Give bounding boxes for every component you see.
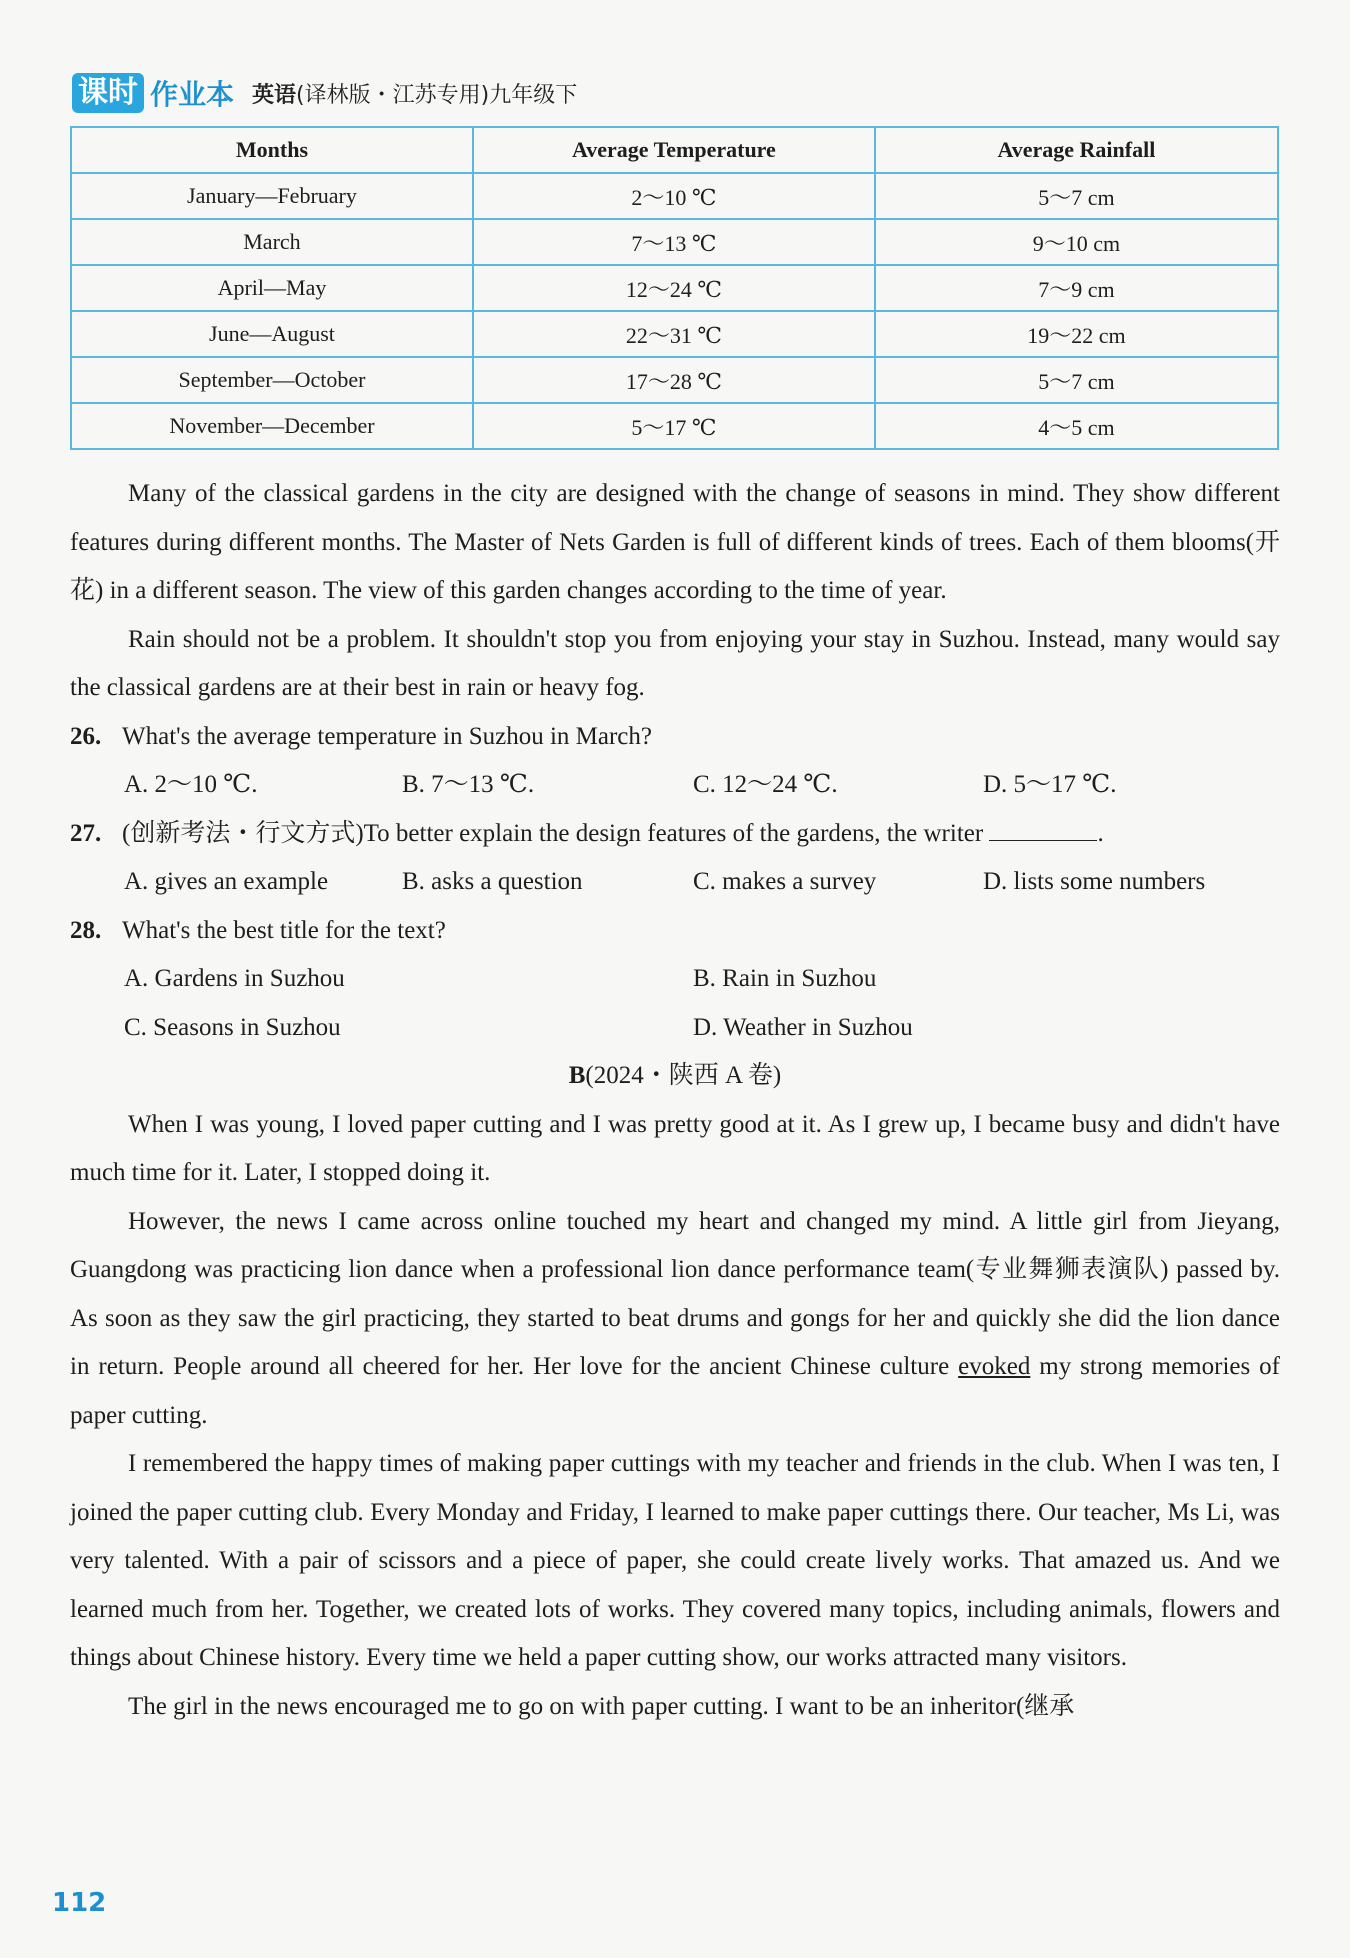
table-cell: January—February xyxy=(71,173,473,219)
option-c[interactable]: C. 12～24 ℃. xyxy=(693,771,838,798)
section-source: (2024・陕西 A 卷) xyxy=(585,1062,782,1089)
table-cell: 7～9 cm xyxy=(875,265,1278,311)
passage-b-paragraph-3: I remembered the happy times of making paper cuttings with my teacher and friends in the club. When I was ten, I joined the paper cutting club. Every Monday and Friday, I learned to make paper cuttings there. Our teacher, Ms Li, was very talented. With a pair of scissors and a piece of paper, she could create lively works. That amazed us. And we learned much from her. Together, we created lots of works. They covered many topics, including animals, flowers and things about Chinese history. Every time we held a paper cutting show, our works attracted many visitors. xyxy=(70,1450,1280,1671)
option-b[interactable]: B. 7～13 ℃. xyxy=(402,771,535,798)
logo-box: 课时 xyxy=(72,73,144,113)
table-cell: 5～7 cm xyxy=(875,173,1278,219)
page-number: 112 xyxy=(52,1888,107,1918)
section-letter: B xyxy=(568,1062,586,1089)
table-cell: 7～13 ℃ xyxy=(473,219,875,265)
option-d[interactable]: D. lists some numbers xyxy=(983,868,1206,895)
passage-b-paragraph-4: The girl in the news encouraged me to go on with paper cutting. I want to be an inheritor(继承 xyxy=(128,1692,1075,1720)
option-a[interactable]: A. gives an example xyxy=(124,868,329,895)
book-info xyxy=(252,78,577,109)
table-cell: September—October xyxy=(71,357,473,403)
reading-content xyxy=(70,470,1280,1731)
question-number: 26. xyxy=(70,722,102,750)
table-cell: 17～28 ℃ xyxy=(473,357,875,403)
table-cell: June—August xyxy=(71,311,473,357)
table-cell: 5～17 ℃ xyxy=(473,403,875,449)
question-27-options xyxy=(70,858,1280,907)
logo-text: 作业本 xyxy=(150,78,235,111)
column-header: Months xyxy=(71,127,473,173)
column-header: Average Temperature xyxy=(473,127,875,173)
table-cell: 19～22 cm xyxy=(875,311,1278,357)
table-row xyxy=(71,265,1278,311)
section-b-title xyxy=(70,1052,1280,1101)
edition: (译林版・江苏专用)九年级下 xyxy=(296,82,578,108)
option-a[interactable]: A. 2～10 ℃. xyxy=(124,771,258,798)
table-row xyxy=(71,403,1278,449)
question-text: What's the average temperature in Suzhou in March? xyxy=(122,722,652,750)
option-c[interactable]: C. makes a survey xyxy=(693,868,877,895)
paragraph-text: However, the news I came across online touched my heart and changed my mind. A little girl from Jieyang, Guangdong was practicing lion dance when a professional lion dance performance team(专业舞狮表演队) passed by. As soon as they saw the girl practicing, they started to beat drums and gongs for her and quickly she did the lion dance in return. People around all cheered for her. Her love for the ancient Chinese culture xyxy=(70,1207,1280,1380)
table-cell: 2～10 ℃ xyxy=(473,173,875,219)
option-a[interactable]: A. Gardens in Suzhou xyxy=(124,965,345,992)
passage-b-paragraph-1: When I was young, I loved paper cutting and I was pretty good at it. As I grew up, I became busy and didn't have much time for it. Later, I stopped doing it. xyxy=(70,1110,1280,1186)
option-b[interactable]: B. asks a question xyxy=(402,868,583,895)
series-logo xyxy=(72,73,234,113)
question-28-options-row-1 xyxy=(70,955,1280,1004)
table-cell: March xyxy=(71,219,473,265)
question-text: To better explain the design features of the gardens, the writer xyxy=(363,819,984,847)
question-end: . xyxy=(1097,819,1104,847)
option-d[interactable]: D. Weather in Suzhou xyxy=(693,1013,913,1041)
table-cell: 22～31 ℃ xyxy=(473,311,875,357)
table-row xyxy=(71,173,1278,219)
table-header-row xyxy=(71,127,1278,173)
passage-a-paragraph-2: Rain should not be a problem. It shouldn't stop you from enjoying your stay in Suzhou. Instead, many would say the classical gardens are at their best in rain or heavy fog. xyxy=(70,625,1280,701)
passage-a-paragraph-1: Many of the classical gardens in the city are designed with the change of seasons in mind. They show different features during different months. The Master of Nets Garden is full of different kinds of trees. Each of them blooms(开花) in a different season. The view of this garden changes according to the time of year. xyxy=(70,480,1280,604)
running-header xyxy=(72,70,577,116)
passage-b-paragraph-2 xyxy=(70,1198,1280,1441)
table-cell: April—May xyxy=(71,265,473,311)
column-header: Average Rainfall xyxy=(875,127,1278,173)
table-cell: 9～10 cm xyxy=(875,219,1278,265)
table-cell: 5～7 cm xyxy=(875,357,1278,403)
question-tag: (创新考法・行文方式) xyxy=(122,819,364,847)
question-text: What's the best title for the text? xyxy=(122,916,446,944)
question-28-options-row-2 xyxy=(70,1004,1280,1053)
option-b[interactable]: B. Rain in Suzhou xyxy=(693,965,877,992)
table-row xyxy=(71,311,1278,357)
table-row xyxy=(71,357,1278,403)
table-cell: 4～5 cm xyxy=(875,403,1278,449)
table-row xyxy=(71,219,1278,265)
question-number: 28. xyxy=(70,916,102,944)
climate-table xyxy=(70,126,1279,450)
table-cell: 12～24 ℃ xyxy=(473,265,875,311)
question-28 xyxy=(70,907,1280,956)
answer-blank[interactable] xyxy=(989,820,1097,841)
paragraph-text: my strong memories of paper cutting. xyxy=(70,1353,1280,1429)
option-c[interactable]: C. Seasons in Suzhou xyxy=(124,1013,341,1041)
subject-name: 英语 xyxy=(252,82,297,108)
table-cell: November—December xyxy=(71,403,473,449)
question-number: 27. xyxy=(70,819,102,847)
option-d[interactable]: D. 5～17 ℃. xyxy=(983,771,1117,798)
question-26 xyxy=(70,713,1280,762)
question-26-options xyxy=(70,761,1280,810)
underlined-word: evoked xyxy=(958,1353,1031,1380)
question-27 xyxy=(70,810,1280,859)
